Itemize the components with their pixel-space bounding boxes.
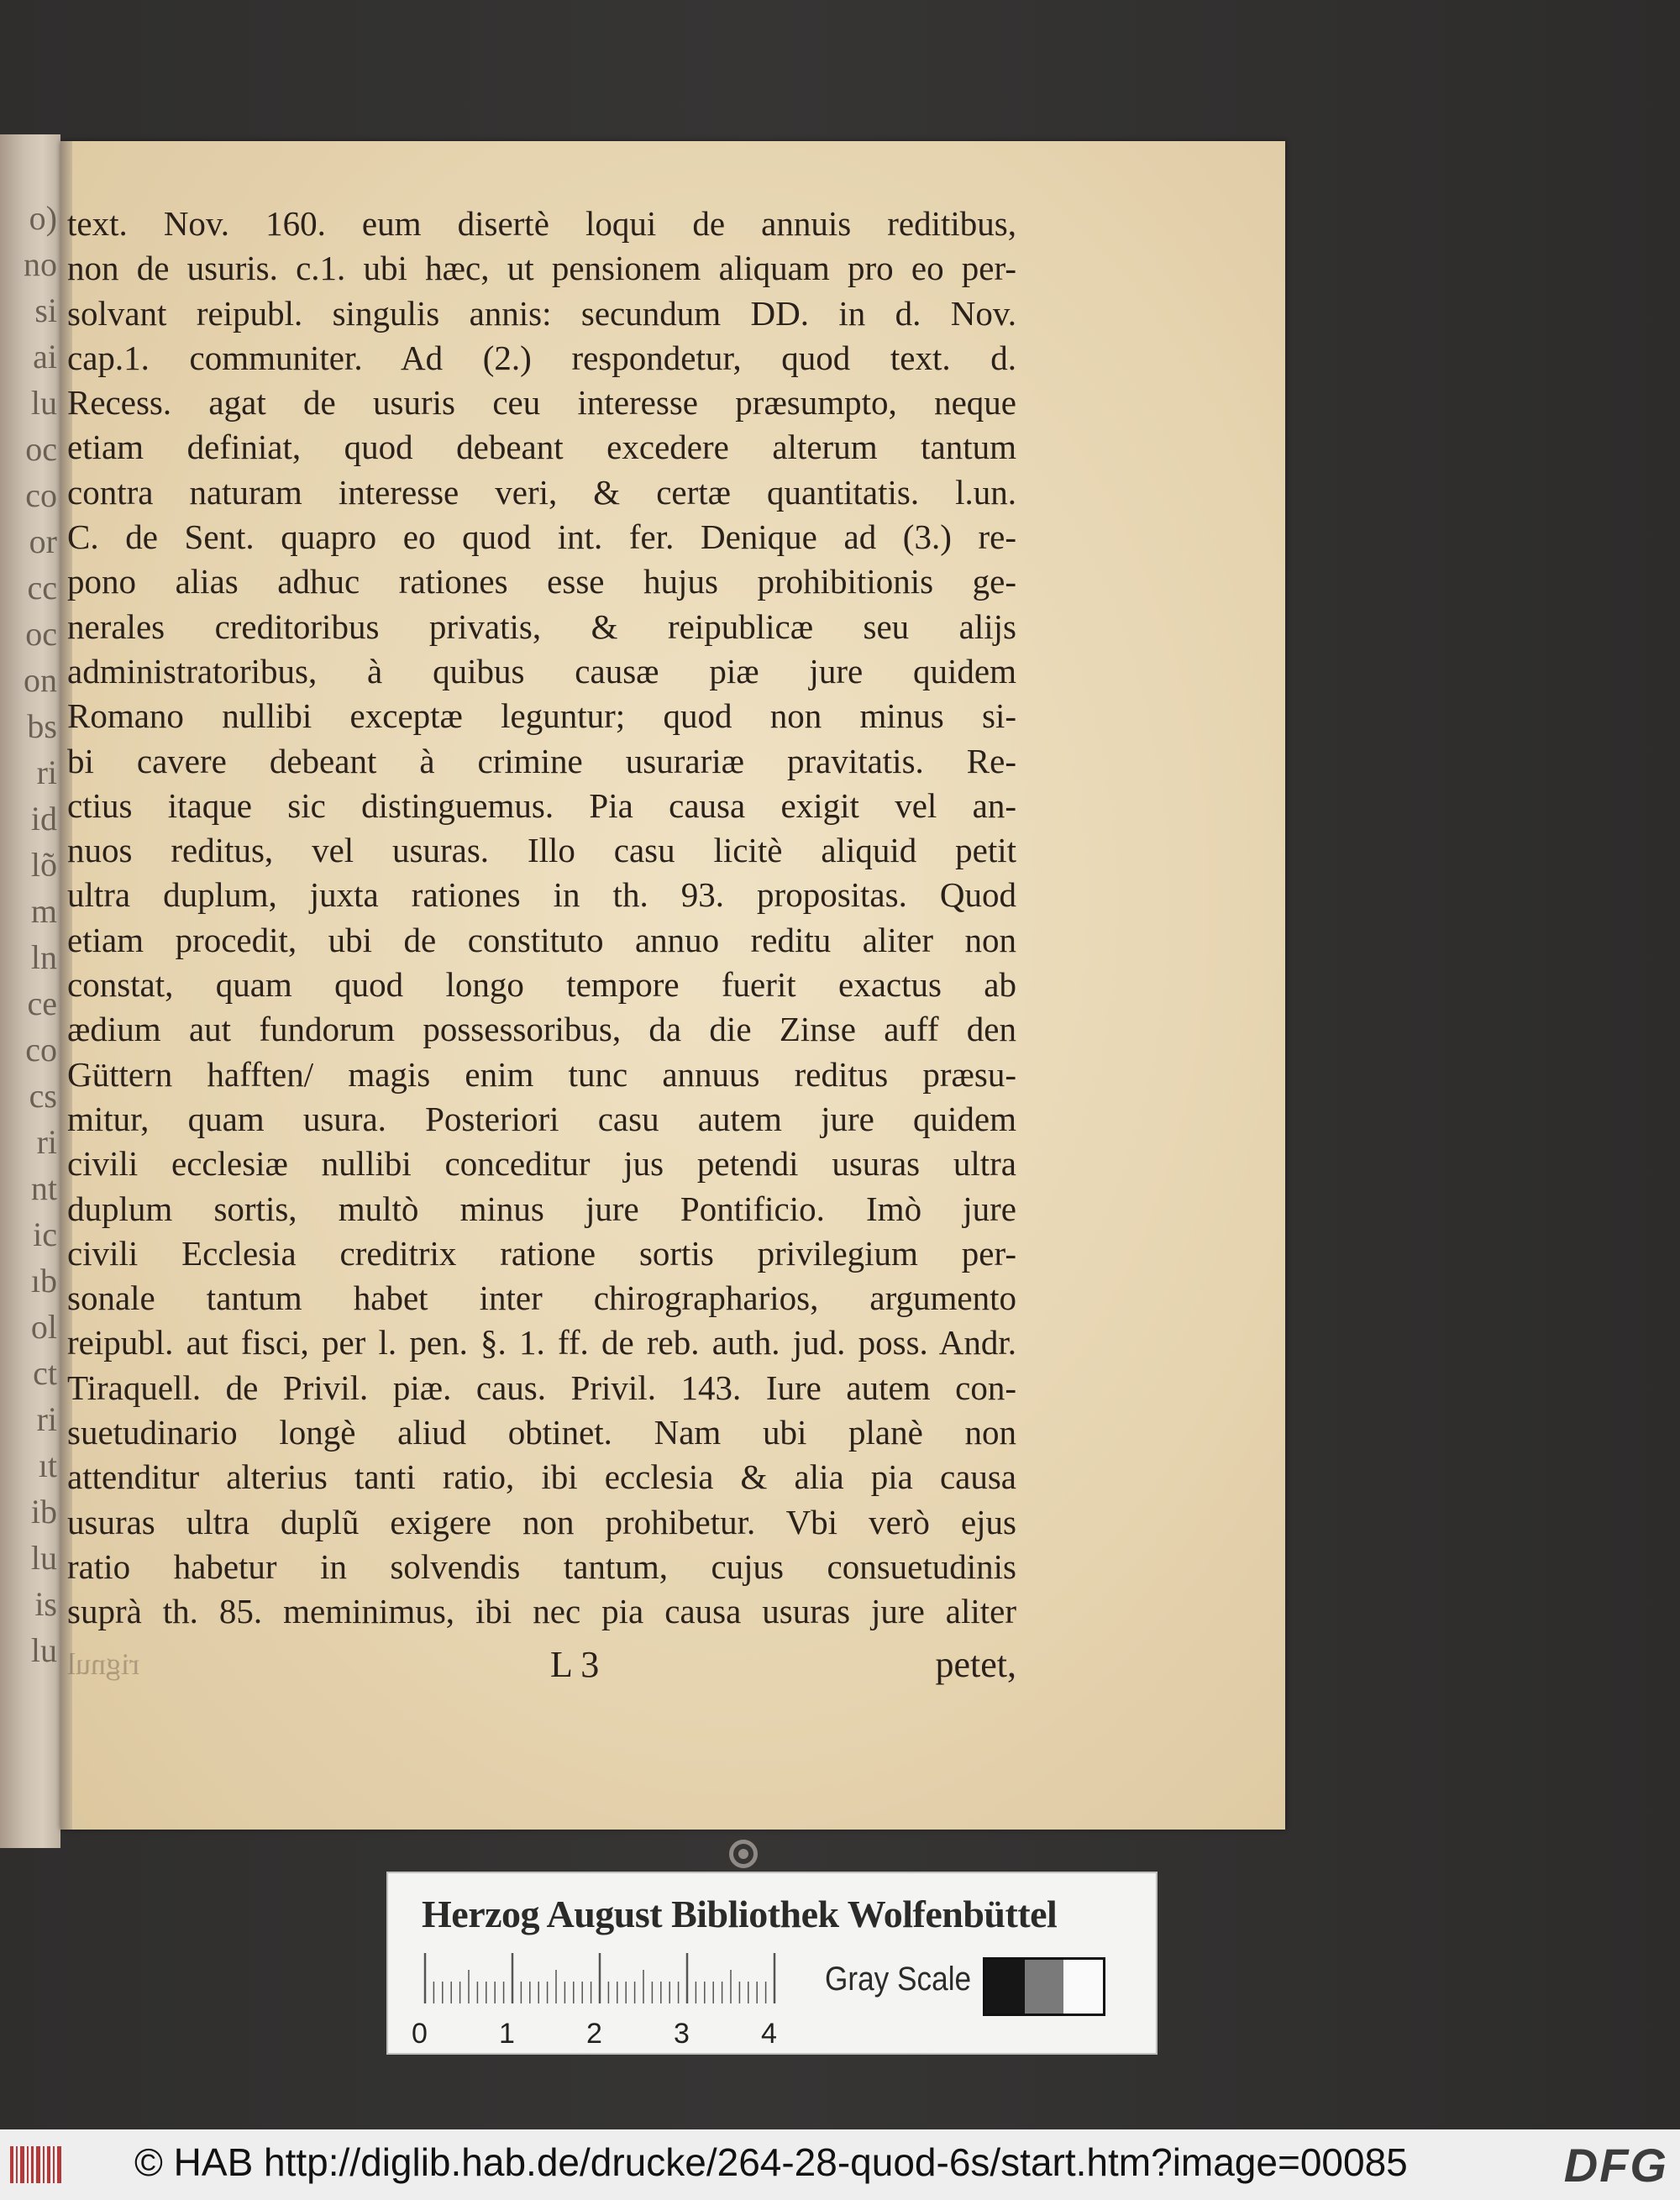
edge-fragment: bs [27, 707, 57, 745]
scale-number: 4 [761, 2018, 777, 2050]
text-line: pono alias adhuc rationes esse hujus prohibitionis ge- [67, 562, 1016, 601]
edge-fragment: co [25, 1031, 57, 1068]
page-footer-line [67, 1643, 1016, 1693]
source-url-link[interactable]: © HAB http://diglib.hab.de/drucke/264-28-quod-6s/start.htm?image=00085 [134, 2140, 1408, 2184]
edge-fragment: ct [33, 1354, 57, 1392]
text-line: nerales creditoribus privatis, & reipublicæ seu alijs [67, 606, 1016, 646]
text-line: cap.1. communiter. Ad (2.) respondetur, quod text. d. [67, 338, 1016, 377]
page-text-block [67, 202, 1016, 1635]
scale-number: 1 [499, 2018, 515, 2050]
edge-fragment: ce [27, 984, 57, 1022]
edge-fragment: lu [30, 1539, 57, 1577]
text-line: sonale tantum habet inter chirographarios, argumento [67, 1279, 1016, 1318]
gray-patch [985, 1960, 1025, 2014]
text-line: civili Ecclesia creditrix ratione sortis privilegium per- [67, 1233, 1016, 1273]
scale-number: 2 [586, 2018, 602, 2050]
text-line: contra naturam interesse veri, & certæ quantitatis. l.un. [67, 472, 1016, 512]
edge-fragment: ri [36, 1123, 57, 1161]
edge-fragment: ib [30, 1493, 57, 1531]
edge-fragment: nt [30, 1169, 57, 1207]
text-line: Tiraquell. de Privil. piæ. caus. Privil. 143. Iure autem con- [67, 1368, 1016, 1407]
edge-fragment: no [24, 245, 57, 283]
text-line: Romano nullibi exceptæ leguntur; quod non minus si- [67, 696, 1016, 736]
text-line: suetudinario longè aliud obtinet. Nam ubi planè non [67, 1413, 1016, 1452]
bleed-through-text: rignul [67, 1647, 139, 1681]
library-name: Herzog August Bibliothek Wolfenbüttel [422, 1893, 1058, 1935]
book-clip-icon [729, 1840, 758, 1868]
edge-fragment: ıb [30, 1262, 57, 1300]
viewer-footer [0, 2129, 1680, 2200]
edge-fragment: id [30, 800, 57, 837]
text-line: suprà th. 85. meminimus, ibi nec pia causa usuras jure aliter [67, 1592, 1016, 1631]
edge-fragment: co [25, 476, 57, 514]
text-line: ctius itaque sic distinguemus. Pia causa exigit vel an- [67, 785, 1016, 825]
text-line: attenditur alterius tanti ratio, ibi ecclesia & alia pia causa [67, 1457, 1016, 1497]
text-line: ædium aut fundorum possessoribus, da die Zinse auff den [67, 1010, 1016, 1049]
edge-fragment: m [30, 892, 57, 930]
gray-scale-swatch [983, 1957, 1105, 2016]
text-line: nuos reditus, vel usuras. Illo casu licitè aliquid petit [67, 831, 1016, 870]
edge-fragment: or [29, 522, 57, 560]
edge-fragment: oc [25, 615, 57, 653]
text-line: solvant reipubl. singulis annis: secundum DD. in d. Nov. [67, 293, 1016, 333]
dfg-logo: DFG [1563, 2139, 1668, 2192]
text-line: reipubl. aut fisci, per l. pen. §. 1. ff. de reb. auth. jud. poss. Andr. [67, 1323, 1016, 1363]
edge-fragment: lu [30, 1631, 57, 1669]
barcode-icon [8, 2143, 67, 2187]
text-line: ratio habetur in solvendis tantum, cujus consuetudinis [67, 1546, 1016, 1586]
text-line: non de usuris. c.1. ubi hæc, ut pensionem aliquam pro eo per- [67, 249, 1016, 288]
text-line: C. de Sent. quapro eo quod int. fer. Denique ad (3.) re- [67, 517, 1016, 557]
edge-fragment: cc [27, 569, 57, 606]
gray-patch [1063, 1960, 1103, 2014]
adjacent-page-edge [0, 134, 60, 1848]
text-line: civili ecclesiæ nullibi conceditur jus petendi usuras ultra [67, 1144, 1016, 1184]
color-target-card [386, 1872, 1158, 2055]
text-line: bi cavere debeant à crimine usurariæ pravitatis. Re- [67, 741, 1016, 780]
edge-fragment: ai [33, 338, 57, 375]
catchword: petet, [935, 1644, 1016, 1685]
text-line: etiam definiat, quod debeant excedere alterum tantum [67, 428, 1016, 467]
book-page [60, 141, 1285, 1830]
edge-fragment: on [24, 661, 57, 699]
edge-fragment: o) [29, 199, 57, 237]
scale-number: 0 [412, 2018, 428, 2050]
text-line: etiam procedit, ubi de constituto annuo reditu aliter non [67, 920, 1016, 959]
scale-number: 3 [674, 2018, 690, 2050]
text-line: text. Nov. 160. eum disertè loqui de annuis reditibus, [67, 204, 1016, 243]
edge-fragment: ıt [38, 1447, 57, 1484]
edge-fragment: si [34, 291, 57, 329]
edge-fragment: is [34, 1585, 57, 1623]
edge-fragment: ic [33, 1216, 57, 1253]
scale-ruler [422, 1953, 783, 2003]
edge-fragment: oc [25, 430, 57, 468]
edge-fragment: ri [36, 1400, 57, 1438]
text-line: mitur, quam usura. Posteriori casu autem jure quidem [67, 1099, 1016, 1138]
gray-scale-label: Gray Scale [825, 1961, 972, 1998]
signature-mark: L 3 [550, 1644, 600, 1685]
edge-fragment: cs [29, 1077, 57, 1115]
text-line: constat, quam quod longo tempore fuerit exactus ab [67, 965, 1016, 1005]
edge-fragment: lu [30, 384, 57, 422]
text-line: ultra duplum, juxta rationes in th. 93. propositas. Quod [67, 875, 1016, 915]
edge-fragment: ol [30, 1308, 57, 1346]
gray-patch [1025, 1960, 1064, 2014]
edge-fragment: ri [36, 753, 57, 791]
edge-fragment: lõ [30, 846, 57, 884]
text-line: administratoribus, à quibus causæ piæ jure quidem [67, 651, 1016, 690]
text-line: Güttern hafften/ magis enim tunc annuus reditus præsu- [67, 1054, 1016, 1094]
edge-fragment: ln [30, 938, 57, 976]
text-line: duplum sortis, multò minus jure Pontificio. Imò jure [67, 1189, 1016, 1228]
text-line: usuras ultra duplũ exigere non prohibetur. Vbi verò ejus [67, 1502, 1016, 1541]
scale-numbers [412, 2018, 806, 2051]
text-line: Recess. agat de usuris ceu interesse præsumpto, neque [67, 383, 1016, 423]
